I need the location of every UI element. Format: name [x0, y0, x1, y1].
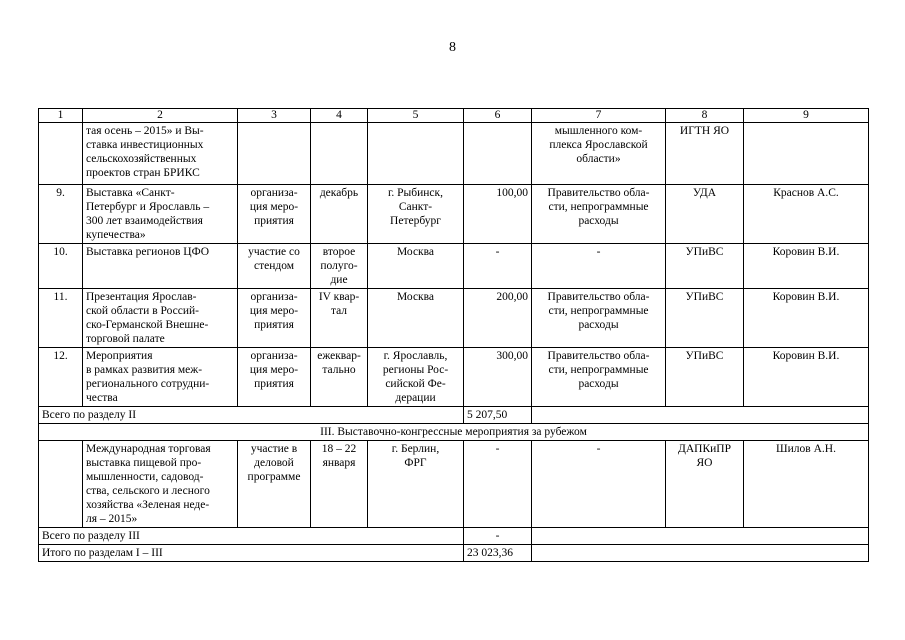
cell-amount: 200,00	[464, 289, 532, 348]
column-number: 3	[238, 109, 311, 123]
cell-event: Выставка «Санкт- Петербург и Ярославль – 300 лет взаимодействия купечества»	[83, 185, 238, 244]
cell-event: Мероприятия в рамках развития меж- регионального сотрудни- чества	[83, 348, 238, 407]
table-row-continued	[39, 123, 869, 185]
cell-num: 9.	[39, 185, 83, 244]
cell-funding: Правительство обла- сти, непрограммные расходы	[532, 289, 666, 348]
column-number: 8	[666, 109, 744, 123]
cell-period: ежеквар- тально	[311, 348, 368, 407]
table-row	[39, 441, 869, 528]
section-3-title: III. Выставочно-конгрессные мероприятия за рубежом	[39, 424, 869, 441]
cell-amount: 100,00	[464, 185, 532, 244]
table-row	[39, 348, 869, 407]
cell-participation: организа- ция меро- приятия	[238, 185, 311, 244]
cell-responsible: Краснов А.С.	[744, 185, 869, 244]
page-number: 8	[449, 40, 456, 55]
cell-funding: Правительство обла- сти, непрограммные расходы	[532, 348, 666, 407]
cell-event: Презентация Ярослав- ской области в Россий- ско-Германской Внешне- торговой палате	[83, 289, 238, 348]
cell-period: IV квар- тал	[311, 289, 368, 348]
cell-event: Международная торговая выставка пищевой про- мышленности, садовод- ства, сельского и лесного хозяйства «Зеленая неде- ля – 2015»	[83, 441, 238, 528]
section-heading-row	[39, 424, 869, 441]
cell-place	[368, 123, 464, 185]
total-value: 5 207,50	[464, 407, 532, 424]
cell-participation: организа- ция меро- приятия	[238, 348, 311, 407]
cell-period	[311, 123, 368, 185]
column-number: 2	[83, 109, 238, 123]
total-label: Всего по разделу II	[39, 407, 464, 424]
total-empty	[532, 528, 869, 545]
column-number-row	[39, 109, 869, 123]
cell-executor: УПиВС	[666, 244, 744, 289]
cell-executor: УДА	[666, 185, 744, 244]
cell-place: Москва	[368, 289, 464, 348]
cell-funding: мышленного ком- плекса Ярославской области»	[532, 123, 666, 185]
total-row-section-3	[39, 528, 869, 545]
cell-funding: -	[532, 244, 666, 289]
cell-executor: УПиВС	[666, 289, 744, 348]
grand-total-value: 23 023,36	[464, 545, 532, 562]
total-value: -	[464, 528, 532, 545]
cell-period: декабрь	[311, 185, 368, 244]
cell-participation	[238, 123, 311, 185]
column-number: 7	[532, 109, 666, 123]
cell-period: 18 – 22 января	[311, 441, 368, 528]
cell-funding: -	[532, 441, 666, 528]
cell-responsible: Шилов А.Н.	[744, 441, 869, 528]
cell-executor: ИГТН ЯО	[666, 123, 744, 185]
cell-amount: -	[464, 441, 532, 528]
cell-amount: -	[464, 244, 532, 289]
cell-event: тая осень – 2015» и Вы- ставка инвестиционных сельскохозяйственных проектов стран БРИКС	[83, 123, 238, 185]
column-number: 4	[311, 109, 368, 123]
cell-participation: участие со стендом	[238, 244, 311, 289]
cell-place: Москва	[368, 244, 464, 289]
table-row	[39, 289, 869, 348]
cell-participation: участие в деловой программе	[238, 441, 311, 528]
cell-period: второе полуго- дие	[311, 244, 368, 289]
cell-num	[39, 123, 83, 185]
total-empty	[532, 407, 869, 424]
cell-amount	[464, 123, 532, 185]
events-table	[38, 108, 869, 562]
grand-total-row	[39, 545, 869, 562]
total-empty	[532, 545, 869, 562]
cell-place: г. Берлин, ФРГ	[368, 441, 464, 528]
column-number: 6	[464, 109, 532, 123]
cell-funding: Правительство обла- сти, непрограммные расходы	[532, 185, 666, 244]
grand-total-label: Итого по разделам I – III	[39, 545, 464, 562]
cell-event: Выставка регионов ЦФО	[83, 244, 238, 289]
cell-responsible: Коровин В.И.	[744, 244, 869, 289]
cell-executor: ДАПКиПР ЯО	[666, 441, 744, 528]
cell-amount: 300,00	[464, 348, 532, 407]
cell-responsible: Коровин В.И.	[744, 348, 869, 407]
cell-num: 10.	[39, 244, 83, 289]
total-label: Всего по разделу III	[39, 528, 464, 545]
cell-responsible	[744, 123, 869, 185]
table-row	[39, 244, 869, 289]
cell-participation: организа- ция меро- приятия	[238, 289, 311, 348]
cell-place: г. Рыбинск, Санкт- Петербург	[368, 185, 464, 244]
column-number: 1	[39, 109, 83, 123]
cell-num	[39, 441, 83, 528]
cell-num: 11.	[39, 289, 83, 348]
cell-responsible: Коровин В.И.	[744, 289, 869, 348]
column-number: 5	[368, 109, 464, 123]
table-row	[39, 185, 869, 244]
cell-place: г. Ярославль, регионы Рос- сийской Фе- дерации	[368, 348, 464, 407]
column-number: 9	[744, 109, 869, 123]
total-row-section-2	[39, 407, 869, 424]
cell-executor: УПиВС	[666, 348, 744, 407]
cell-num: 12.	[39, 348, 83, 407]
